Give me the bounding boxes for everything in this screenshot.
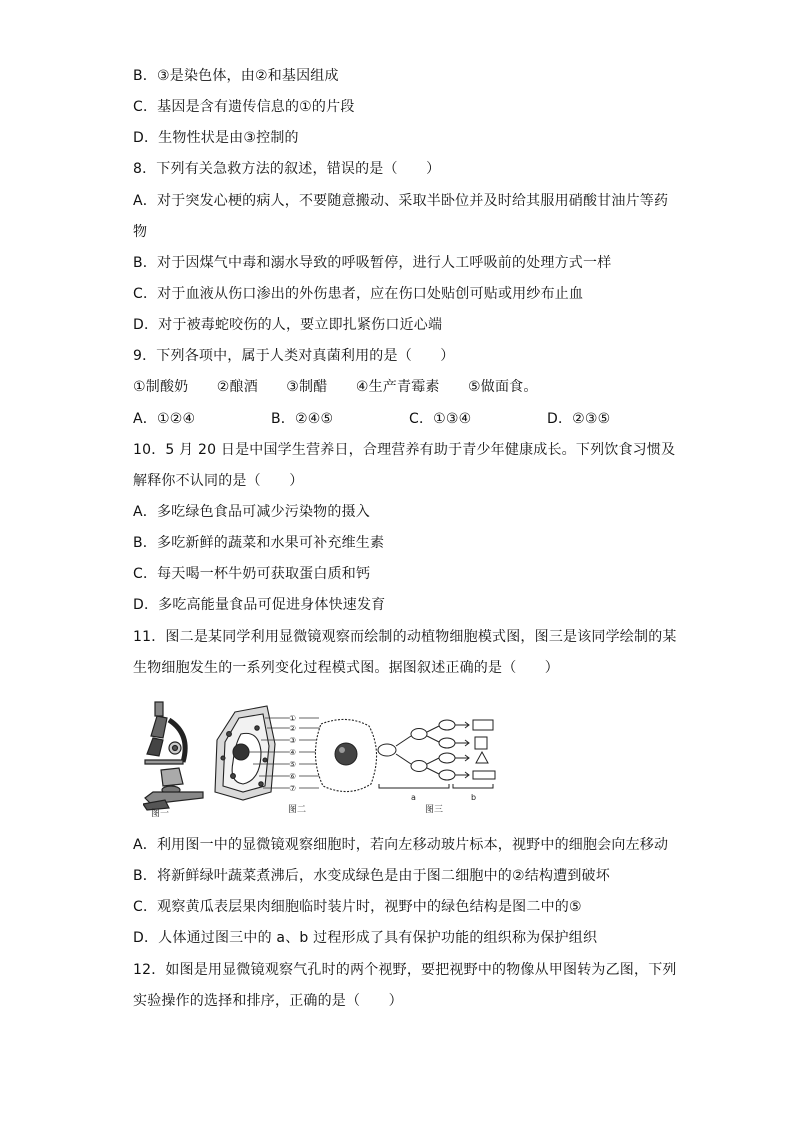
q10-option-c: C．每天喝一杯牛奶可获取蛋白质和钙 bbox=[133, 566, 371, 582]
q11-option-d: D．人体通过图三中的 a、b 过程形成了具有保护功能的组织称为保护组织 bbox=[133, 930, 598, 946]
q8-option-b: B．对于因煤气中毒和溺水导致的呼吸暂停，进行人工呼吸前的处理方式一样 bbox=[133, 255, 612, 271]
q10-option-b: B．多吃新鲜的蔬菜和水果可补充维生素 bbox=[133, 535, 385, 551]
structure-numbers bbox=[289, 714, 296, 793]
q11-stem: 11．图二是某同学利用显微镜观察而绘制的动植物细胞模式图，图三是该同学绘制的某 bbox=[133, 629, 677, 645]
q9-option-b: B．②④⑤ bbox=[271, 411, 334, 427]
animal-cell-illustration bbox=[315, 719, 376, 791]
q8-option-a-cont: 物 bbox=[133, 224, 148, 240]
q9-stem: 9．下列各项中，属于人类对真菌利用的是（ ） bbox=[133, 348, 455, 364]
figure1-caption: 图一 bbox=[151, 809, 170, 819]
label-4: ④ bbox=[289, 748, 297, 757]
q10-stem: 10．5 月 20 日是中国学生营养日，合理营养有助于青少年健康成长。下列饮食习惯及 bbox=[133, 442, 676, 458]
q10-option-d: D．多吃高能量食品可促进身体快速发育 bbox=[133, 597, 386, 613]
microscope-illustration bbox=[143, 702, 203, 810]
q12-stem: 12．如图是用显微镜观察气孔时的两个视野，要把视野中的物像从甲图转为乙图，下列 bbox=[133, 962, 677, 978]
q8-option-d: D．对于被毒蛇咬伤的人，要立即扎紧伤口近心端 bbox=[133, 317, 443, 333]
q11-figure bbox=[143, 700, 603, 820]
q8-option-c: C．对于血液从伤口渗出的外伤患者，应在伤口处贴创可贴或用纱布止血 bbox=[133, 286, 584, 302]
q9-items: ①制酸奶 ②酿酒 ③制醋 ④生产青霉素 ⑤做面食。 bbox=[133, 379, 538, 395]
q7-option-c: C．基因是含有遗传信息的①的片段 bbox=[133, 99, 355, 115]
label-3: ③ bbox=[289, 736, 297, 745]
figure2-caption: 图二 bbox=[288, 805, 307, 815]
label-2: ② bbox=[289, 724, 297, 733]
q11-option-b: B．将新鲜绿叶蔬菜煮沸后，水变成绿色是由于图二细胞中的②结构遭到破坏 bbox=[133, 868, 610, 884]
q11-option-c: C．观察黄瓜表层果肉细胞临时装片时，视野中的绿色结构是图二中的⑤ bbox=[133, 899, 582, 915]
stage-label-b: b bbox=[471, 793, 477, 802]
q9-option-c: C．①③④ bbox=[409, 411, 472, 427]
q12-stem-cont: 实验操作的选择和排序，正确的是（ ） bbox=[133, 993, 403, 1009]
q11-stem-cont: 生物细胞发生的一系列变化过程模式图。据图叙述正确的是（ ） bbox=[133, 660, 559, 676]
q10-option-a: A．多吃绿色食品可减少污染物的摄入 bbox=[133, 504, 370, 520]
label-1: ① bbox=[289, 714, 297, 723]
label-7: ⑦ bbox=[289, 784, 297, 793]
q9-option-d: D．②③⑤ bbox=[547, 411, 611, 427]
label-5: ⑤ bbox=[289, 760, 297, 769]
q11-option-a: A．利用图一中的显微镜观察细胞时，若向左移动玻片标本，视野中的细胞会向左移动 bbox=[133, 837, 669, 853]
stage-label-a: a bbox=[411, 793, 416, 802]
q8-stem: 8．下列有关急救方法的叙述，错误的是（ ） bbox=[133, 161, 441, 177]
label-6: ⑥ bbox=[289, 772, 297, 781]
plant-cell-illustration bbox=[215, 706, 275, 800]
q7-option-d: D．生物性状是由③控制的 bbox=[133, 130, 299, 146]
q8-option-a: A．对于突发心梗的病人，不要随意搬动、采取半卧位并及时给其服用硝酸甘油片等药 bbox=[133, 193, 669, 209]
figure3-caption: 图三 bbox=[425, 805, 444, 815]
cell-process-illustration bbox=[378, 720, 495, 788]
q10-stem-cont: 解释你不认同的是（ ） bbox=[133, 473, 304, 489]
q7-option-b: B．③是染色体，由②和基因组成 bbox=[133, 68, 339, 84]
q9-option-a: A．①②④ bbox=[133, 411, 196, 427]
